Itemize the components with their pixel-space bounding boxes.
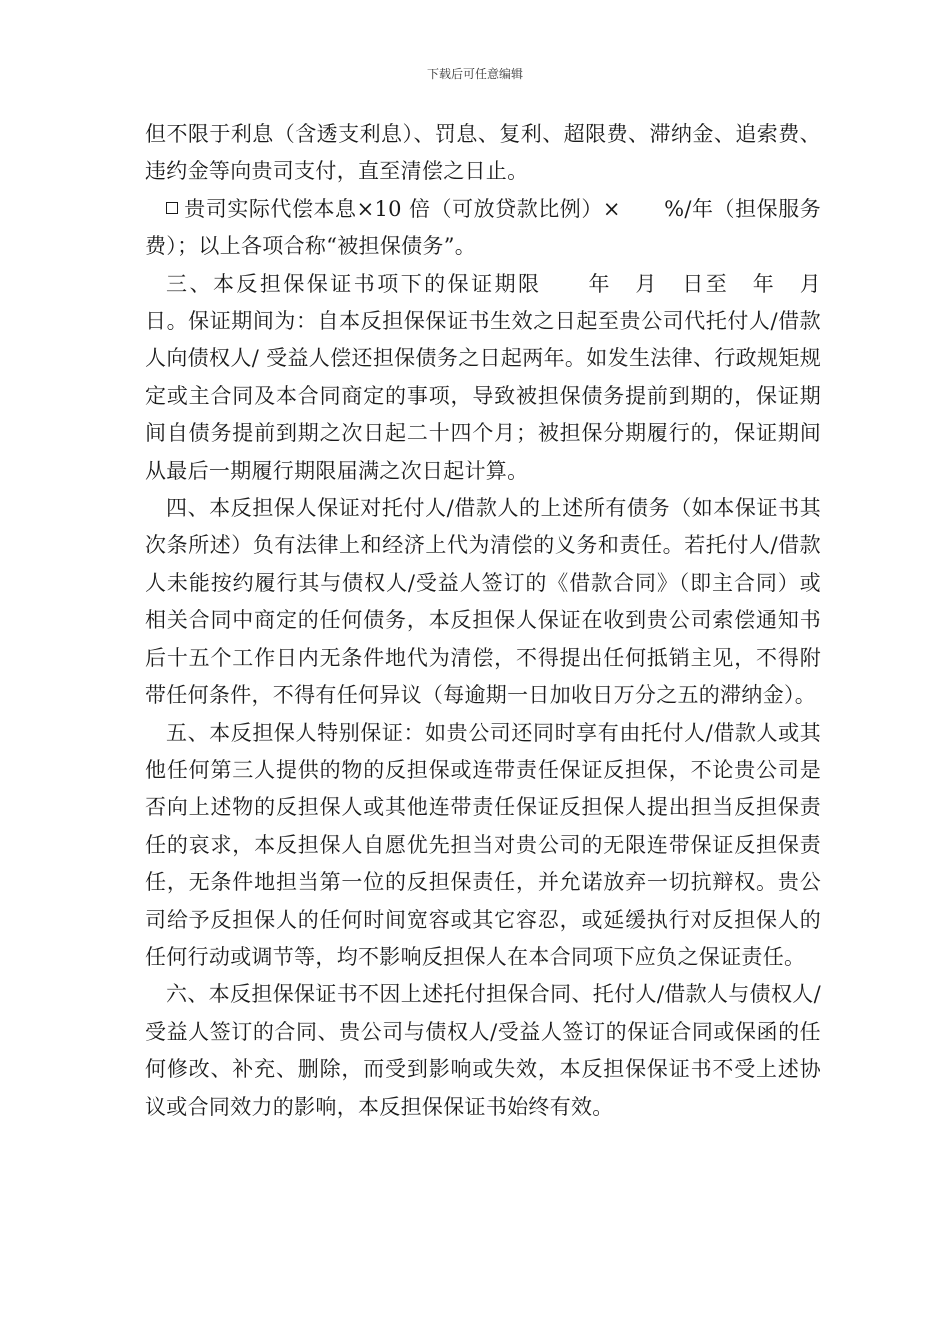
paragraph-5: 五、本反担保人特别保证：如贵公司还同时享有由托付人/借款人或其他任何第三人提供的物的反担保或连带责任保证反担保，不论贵公司是否向上述物的反担保人或其他连带责任保证反担保人提出担当反担保责任的哀求，本反担保人自愿优先担当对贵公司的无限连带保证反担保责任，无条件地担当第一位的反担保责任，并允诺放弃一切抗辩权。贵公司给予反担保人的任何时间宽容或其它容忍，或延缓执行对反担保人的任何行动或调节等，均不影响反担保人在本合同项下应负之保证责任。 — [145, 720, 821, 969]
document-body — [145, 116, 843, 1126]
page-header: 下载后可任意编辑 — [426, 67, 523, 81]
paragraph-2-text: 贵司实际代偿本息×10 倍（可放贷款比例）× %/年（担保服务费）；以上各项合称“被担保债务”。 — [145, 196, 821, 259]
paragraph-6: 六、本反担保保证书不因上述托付担保合同、托付人/借款人与债权人/受益人签订的合同、贵公司与债权人/受益人签订的保证合同或保函的任何修改、补充、删除，而受到影响或失效，本反担保保证书不受上述协议或合同效力的影响，本反担保保证书始终有效。 — [145, 982, 821, 1119]
paragraph-1: 但不限于利息（含透支利息）、罚息、复利、超限费、滞纳金、追索费、违约金等向贵司支付，直至清偿之日止。 — [145, 122, 821, 184]
paragraph-3: 三、本反担保保证书项下的保证期限 年 月 日至 年 月 日。保证期间为：自本反担保保证书生效之日起至贵公司代托付人/借款人向债权人/ 受益人偿还担保债务之日起两年。如发生法律、行政规矩规定或主合同及本合同商定的事项，导致被担保债务提前到期的，保证期间自债务提前到期之次日起二十四个月；被担保分期履行的，保证期间从最后一期履行期限届满之次日起计算。 — [145, 271, 843, 483]
paragraph-2 — [145, 191, 821, 266]
checkbox-icon[interactable] — [166, 202, 178, 214]
paragraph-4: 四、本反担保人保证对托付人/借款人的上述所有债务（如本保证书其次条所述）负有法律上和经济上代为清偿的义务和责任。若托付人/借款人未能按约履行其与债权人/受益人签订的《借款合同》（即主合同）或相关合同中商定的任何债务，本反担保人保证在收到贵公司索偿通知书后十五个工作日内无条件地代为清偿，不得提出任何抵销主见，不得附带任何条件，不得有任何异议（每逾期一日加收日万分之五的滞纳金）。 — [145, 496, 821, 708]
